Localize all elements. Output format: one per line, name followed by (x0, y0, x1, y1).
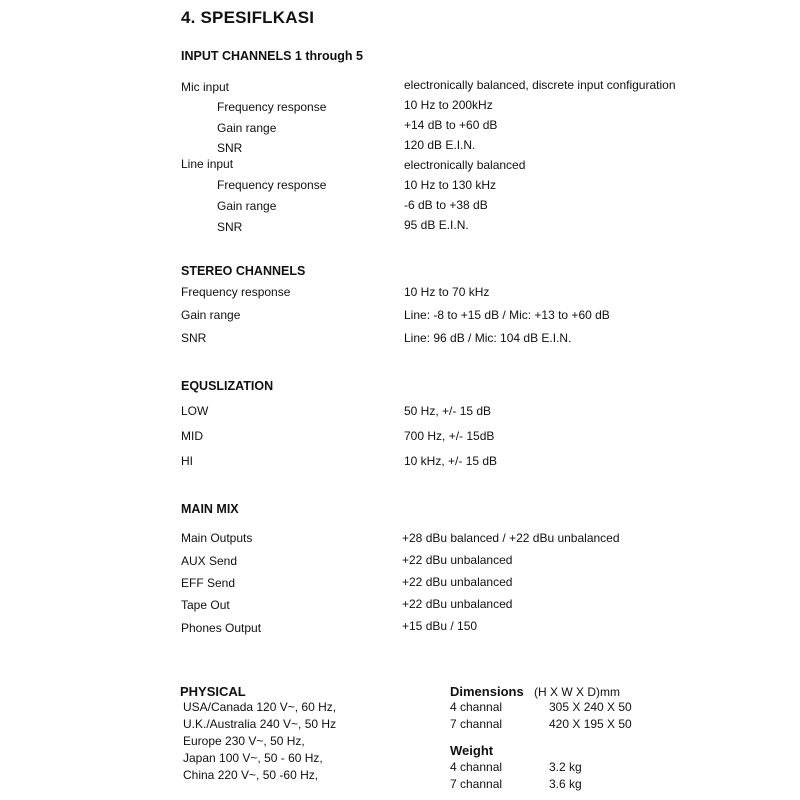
stereo-gain-value: Line: -8 to +15 dB / Mic: +13 to +60 dB (404, 308, 610, 322)
eq-hi-label: HI (181, 454, 193, 468)
line-snr-value: 95 dB E.I.N. (404, 218, 469, 232)
aux-send-label: AUX Send (181, 554, 238, 568)
dimensions-7ch-value: 420 X 195 X 50 (549, 717, 632, 731)
equalization-heading: EQUSLIZATION (181, 379, 274, 393)
physical-heading: PHYSICAL (180, 684, 246, 699)
weight-4ch-label: 4 channal (450, 760, 503, 774)
mic-input-label: Mic input (181, 80, 230, 94)
line-input-label: Line input (181, 157, 234, 171)
stereo-frequency-value: 10 Hz to 70 kHz (404, 285, 490, 299)
mic-snr-value: 120 dB E.I.N. (404, 138, 476, 152)
mic-gain-label: Gain range (217, 121, 277, 135)
stereo-frequency-label: Frequency response (181, 285, 291, 299)
line-frequency-value: 10 Hz to 130 kHz (404, 178, 497, 192)
aux-send-value: +22 dBu unbalanced (402, 553, 513, 567)
physical-line-japan: Japan 100 V~, 50 - 60 Hz, (183, 751, 323, 765)
dimensions-4ch-value: 305 X 240 X 50 (549, 700, 632, 714)
eq-mid-label: MID (181, 429, 203, 443)
mic-input-value: electronically balanced, discrete input configuration (404, 78, 676, 92)
stereo-snr-label: SNR (181, 331, 207, 345)
main-outputs-label: Main Outputs (181, 531, 253, 545)
page-title: 4. SPESIFLKASI (181, 8, 315, 27)
phones-output-label: Phones Output (181, 621, 262, 635)
eff-send-value: +22 dBu unbalanced (402, 575, 513, 589)
main-outputs-value: +28 dBu balanced / +22 dBu unbalanced (402, 531, 620, 545)
physical-line-china: China 220 V~, 50 -60 Hz, (183, 768, 319, 782)
eq-low-value: 50 Hz, +/- 15 dB (404, 404, 492, 418)
eff-send-label: EFF Send (181, 576, 236, 590)
eq-low-label: LOW (181, 404, 209, 418)
eq-mid-value: 700 Hz, +/- 15dB (404, 429, 495, 443)
dimensions-7ch-label: 7 channal (450, 717, 503, 731)
phones-output-value: +15 dBu / 150 (402, 619, 478, 633)
mic-frequency-label: Frequency response (217, 100, 327, 114)
stereo-gain-label: Gain range (181, 308, 241, 322)
mic-gain-value: +14 dB to +60 dB (404, 118, 498, 132)
dimensions-heading: Dimensions (450, 684, 524, 699)
line-gain-label: Gain range (217, 199, 277, 213)
line-snr-label: SNR (217, 220, 243, 234)
main-mix-heading: MAIN MIX (181, 502, 239, 516)
weight-7ch-value: 3.6 kg (549, 777, 582, 791)
weight-heading: Weight (450, 743, 494, 758)
tape-out-value: +22 dBu unbalanced (402, 597, 513, 611)
tape-out-label: Tape Out (181, 598, 230, 612)
weight-7ch-label: 7 channal (450, 777, 503, 791)
mic-frequency-value: 10 Hz to 200kHz (404, 98, 493, 112)
line-frequency-label: Frequency response (217, 178, 327, 192)
weight-4ch-value: 3.2 kg (549, 760, 582, 774)
physical-line-uk: U.K./Australia 240 V~, 50 Hz (183, 717, 337, 731)
physical-line-europe: Europe 230 V~, 50 Hz, (183, 734, 305, 748)
physical-line-usa: USA/Canada 120 V~, 60 Hz, (183, 700, 337, 714)
input-channels-heading: INPUT CHANNELS 1 through 5 (181, 49, 363, 63)
stereo-channels-heading: STEREO CHANNELS (181, 264, 306, 278)
mic-snr-label: SNR (217, 141, 243, 155)
eq-hi-value: 10 kHz, +/- 15 dB (404, 454, 498, 468)
line-input-value: electronically balanced (404, 158, 526, 172)
line-gain-value: -6 dB to +38 dB (404, 198, 488, 212)
dimensions-4ch-label: 4 channal (450, 700, 503, 714)
stereo-snr-value: Line: 96 dB / Mic: 104 dB E.I.N. (404, 331, 572, 345)
dimensions-unit: (H X W X D)mm (534, 685, 620, 699)
